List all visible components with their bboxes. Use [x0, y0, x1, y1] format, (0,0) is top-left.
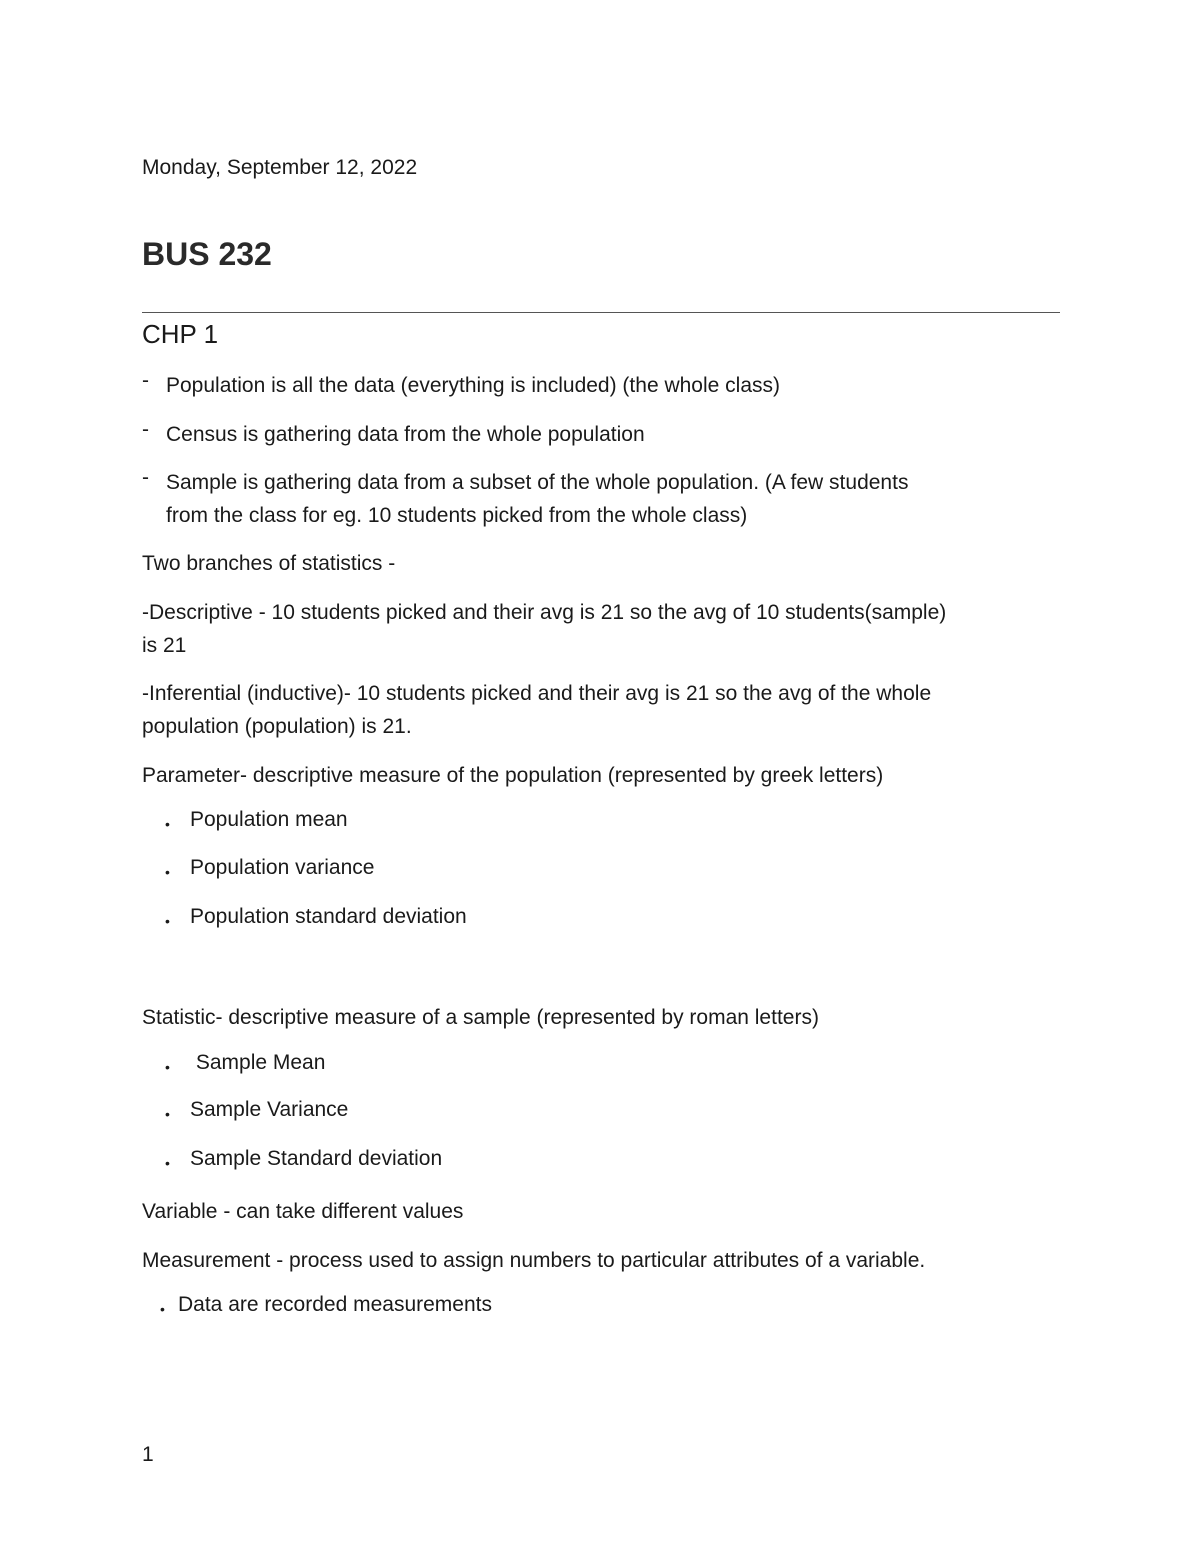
document-title: BUS 232: [142, 236, 272, 272]
variable-definition: Variable - can take different values: [142, 1200, 464, 1223]
branches-heading: Two branches of statistics -: [142, 552, 396, 575]
parameter-item: Population mean: [190, 808, 348, 831]
dash-marker: -: [142, 418, 149, 441]
dash-item-sample-line-2: from the class for eg. 10 students picked from the whole class): [166, 504, 748, 527]
dash-item-census: Census is gathering data from the whole population: [166, 423, 645, 446]
bullet-icon: •: [165, 1059, 170, 1075]
bullet-icon: •: [165, 816, 170, 832]
statistic-item: Sample Standard deviation: [190, 1147, 443, 1170]
chapter-heading: CHP 1: [142, 319, 219, 349]
dash-item-population: Population is all the data (everything is included) (the whole class): [166, 374, 780, 397]
bullet-icon: •: [165, 864, 170, 880]
bullet-icon: •: [160, 1301, 165, 1317]
document-date: Monday, September 12, 2022: [142, 156, 418, 179]
parameter-item: Population standard deviation: [190, 905, 467, 928]
bullet-icon: •: [165, 1106, 170, 1122]
statistic-definition: Statistic- descriptive measure of a sample (represented by roman letters): [142, 1006, 819, 1029]
measurement-item: Data are recorded measurements: [178, 1293, 492, 1316]
inferential-line-1: -Inferential (inductive)- 10 students picked and their avg is 21 so the avg of the whole: [142, 682, 932, 705]
inferential-line-2: population (population) is 21.: [142, 715, 412, 738]
parameter-item: Population variance: [190, 856, 375, 879]
bullet-icon: •: [165, 913, 170, 929]
title-divider: [142, 312, 1060, 313]
statistic-item: Sample Mean: [190, 1051, 326, 1074]
dash-marker: -: [142, 466, 149, 489]
measurement-definition: Measurement - process used to assign numbers to particular attributes of a variable.: [142, 1249, 926, 1272]
descriptive-line-2: is 21: [142, 634, 187, 657]
dash-marker: -: [142, 369, 149, 392]
dash-item-sample-line-1: Sample is gathering data from a subset of the whole population. (A few students: [166, 471, 909, 494]
descriptive-line-1: -Descriptive - 10 students picked and their avg is 21 so the avg of 10 students(sample): [142, 601, 947, 624]
bullet-icon: •: [165, 1155, 170, 1171]
statistic-item: Sample Variance: [190, 1098, 349, 1121]
page-number: 1: [142, 1443, 154, 1466]
parameter-definition: Parameter- descriptive measure of the population (represented by greek letters): [142, 764, 884, 787]
